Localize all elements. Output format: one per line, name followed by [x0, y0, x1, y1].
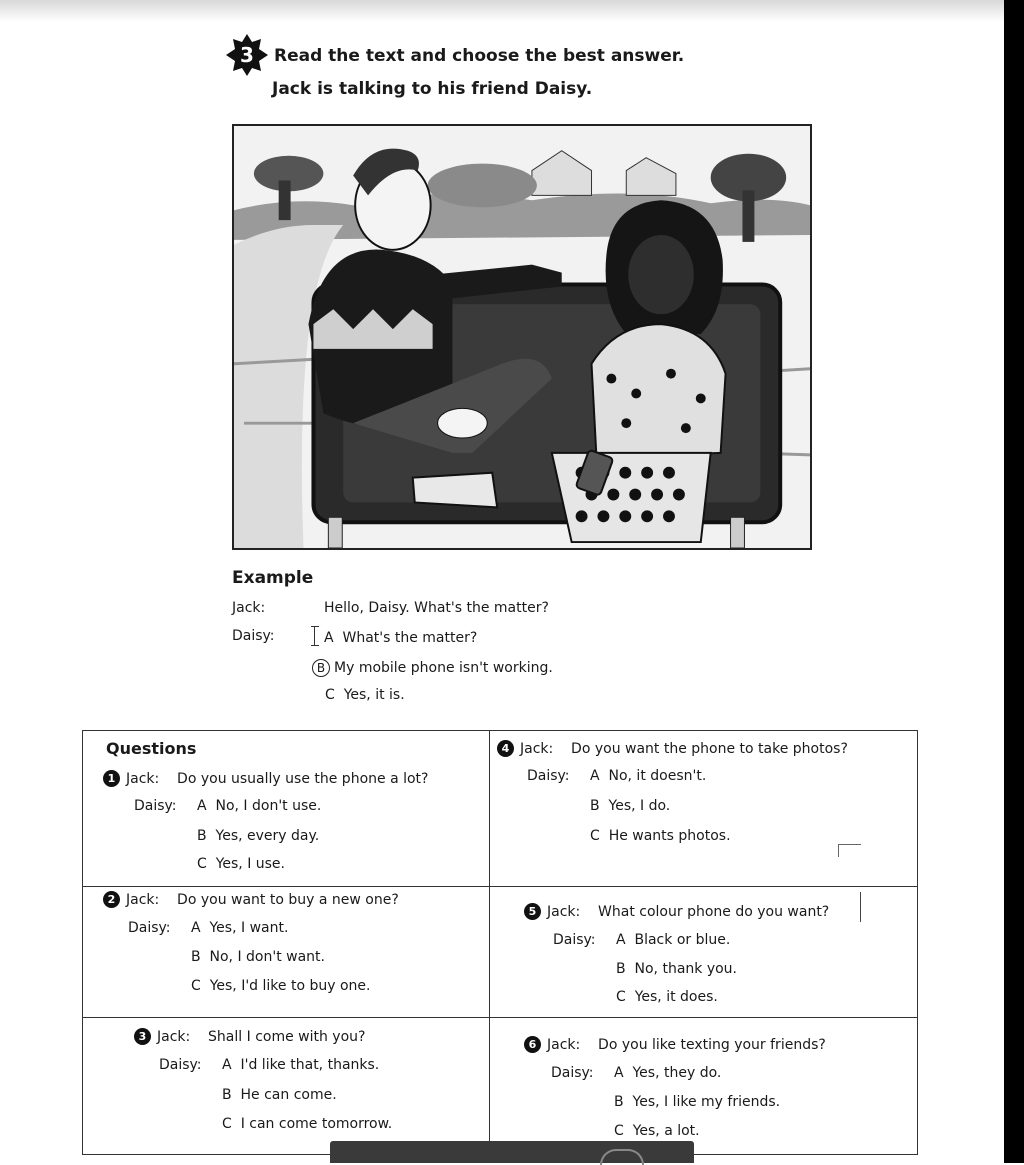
- task-intro: Jack is talking to his friend Daisy.: [272, 79, 593, 99]
- text-cursor-icon: [860, 892, 861, 922]
- example-heading: Example: [232, 568, 314, 588]
- q3-number: 3: [134, 1028, 151, 1045]
- top-shadow: [0, 0, 1024, 22]
- q2-jack-line: 2 Jack: Do you want to buy a new one?: [103, 891, 399, 908]
- questions-table: [82, 730, 918, 1155]
- q2-option-c[interactable]: C Yes, I'd like to buy one.: [191, 978, 371, 994]
- q2-daisy-label: Daisy:: [128, 920, 171, 936]
- q1-daisy-label: Daisy:: [134, 798, 177, 814]
- table-divider-row1: [82, 886, 918, 887]
- task-instruction: Read the text and choose the best answer.: [274, 46, 685, 66]
- q2-option-b[interactable]: B No, I don't want.: [191, 949, 325, 965]
- q6-option-c[interactable]: C Yes, a lot.: [614, 1123, 700, 1139]
- q6-option-a[interactable]: A Yes, they do.: [614, 1065, 722, 1081]
- q1-number: 1: [103, 770, 120, 787]
- example-jack-label: Jack:: [232, 600, 266, 616]
- q4-daisy-label: Daisy:: [527, 768, 570, 784]
- example-jack-line: Hello, Daisy. What's the matter?: [324, 600, 549, 616]
- example-option-a[interactable]: A What's the matter?: [314, 626, 477, 646]
- bottom-toolbar[interactable]: [330, 1141, 694, 1163]
- q3-option-b[interactable]: B He can come.: [222, 1087, 337, 1103]
- q4-option-b[interactable]: B Yes, I do.: [590, 798, 671, 814]
- q5-option-a[interactable]: A Black or blue.: [616, 932, 731, 948]
- corner-mark: [838, 844, 861, 857]
- q1-option-a[interactable]: A No, I don't use.: [197, 798, 322, 814]
- right-edge-bar: [1004, 0, 1024, 1163]
- q5-number: 5: [524, 903, 541, 920]
- circled-answer-icon: B: [312, 659, 330, 677]
- q1-option-c[interactable]: C Yes, I use.: [197, 856, 285, 872]
- q1-option-b[interactable]: B Yes, every day.: [197, 828, 320, 844]
- q6-option-b[interactable]: B Yes, I like my friends.: [614, 1094, 781, 1110]
- q6-jack-line: 6 Jack: Do you like texting your friends?: [524, 1036, 826, 1053]
- illustration: [232, 124, 812, 550]
- task-number: 3: [240, 43, 254, 67]
- table-divider-vertical: [489, 730, 490, 1155]
- q3-jack-line: 3 Jack: Shall I come with you?: [134, 1028, 365, 1045]
- text-cursor-icon: [314, 626, 322, 646]
- q5-option-c[interactable]: C Yes, it does.: [616, 989, 718, 1005]
- q6-daisy-label: Daisy:: [551, 1065, 594, 1081]
- example-option-b[interactable]: B My mobile phone isn't working.: [312, 659, 553, 677]
- questions-heading: Questions: [106, 739, 197, 758]
- q4-number: 4: [497, 740, 514, 757]
- example-option-c[interactable]: C Yes, it is.: [325, 687, 405, 703]
- q6-number: 6: [524, 1036, 541, 1053]
- table-divider-row2: [82, 1017, 918, 1018]
- q1-jack-line: 1 Jack: Do you usually use the phone a lot?: [103, 770, 428, 787]
- q4-jack-line: 4 Jack: Do you want the phone to take photos?: [497, 740, 848, 757]
- q3-daisy-label: Daisy:: [159, 1057, 202, 1073]
- q5-jack-line: 5 Jack: What colour phone do you want?: [524, 903, 829, 920]
- q4-option-c[interactable]: C He wants photos.: [590, 828, 731, 844]
- q3-option-c[interactable]: C I can come tomorrow.: [222, 1116, 393, 1132]
- example-daisy-label: Daisy:: [232, 628, 275, 644]
- q5-option-b[interactable]: B No, thank you.: [616, 961, 737, 977]
- q2-option-a[interactable]: A Yes, I want.: [191, 920, 289, 936]
- q2-number: 2: [103, 891, 120, 908]
- q4-option-a[interactable]: A No, it doesn't.: [590, 768, 707, 784]
- q3-option-a[interactable]: A I'd like that, thanks.: [222, 1057, 380, 1073]
- bench-scene-illustration: [234, 126, 810, 548]
- q5-daisy-label: Daisy:: [553, 932, 596, 948]
